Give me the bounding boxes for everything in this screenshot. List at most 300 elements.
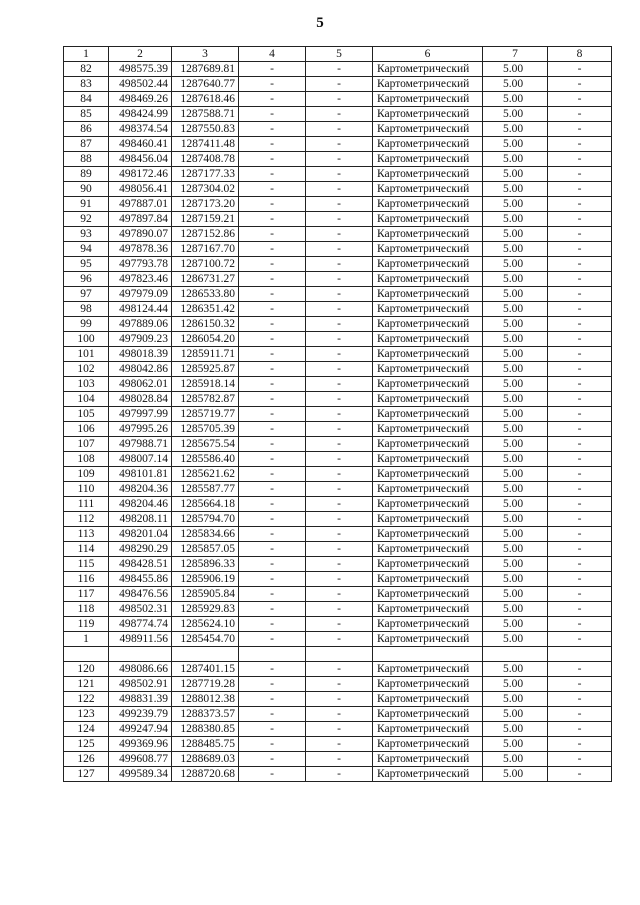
accuracy-cell: 5.00 <box>483 77 548 92</box>
y-coordinate-cell: 1285586.40 <box>172 452 239 467</box>
table-row <box>64 482 612 497</box>
y-coordinate-cell: 1287159.21 <box>172 212 239 227</box>
x-coordinate-cell: 498201.04 <box>109 527 172 542</box>
col4-cell: - <box>239 527 306 542</box>
method-cell: Картометрический <box>373 572 483 587</box>
y-coordinate-cell <box>172 647 239 662</box>
col8-cell: - <box>548 512 612 527</box>
col5-cell: - <box>306 632 373 647</box>
point-number-cell: 116 <box>64 572 109 587</box>
point-number-cell: 110 <box>64 482 109 497</box>
col5-cell: - <box>306 107 373 122</box>
col8-cell: - <box>548 542 612 557</box>
accuracy-cell: 5.00 <box>483 587 548 602</box>
col4-cell: - <box>239 692 306 707</box>
col5-cell: - <box>306 92 373 107</box>
col8-cell: - <box>548 227 612 242</box>
column-header: 2 <box>109 47 172 62</box>
point-number-cell: 96 <box>64 272 109 287</box>
point-number-cell: 87 <box>64 137 109 152</box>
table-row <box>64 617 612 632</box>
table-row <box>64 437 612 452</box>
method-cell: Картометрический <box>373 242 483 257</box>
accuracy-cell: 5.00 <box>483 527 548 542</box>
col5-cell: - <box>306 167 373 182</box>
col8-cell: - <box>548 467 612 482</box>
col8-cell: - <box>548 167 612 182</box>
col8-cell: - <box>548 587 612 602</box>
col8-cell: - <box>548 617 612 632</box>
x-coordinate-cell: 498502.31 <box>109 602 172 617</box>
col5-cell: - <box>306 62 373 77</box>
table-row <box>64 422 612 437</box>
col4-cell: - <box>239 572 306 587</box>
table-row <box>64 407 612 422</box>
col5-cell: - <box>306 362 373 377</box>
col8-cell: - <box>548 707 612 722</box>
y-coordinate-cell: 1285911.71 <box>172 347 239 362</box>
method-cell: Картометрический <box>373 422 483 437</box>
col5-cell: - <box>306 767 373 782</box>
col4-cell: - <box>239 332 306 347</box>
x-coordinate-cell: 498469.26 <box>109 92 172 107</box>
x-coordinate-cell: 498172.46 <box>109 167 172 182</box>
col4-cell <box>239 647 306 662</box>
point-number-cell: 107 <box>64 437 109 452</box>
col4-cell: - <box>239 77 306 92</box>
column-header: 7 <box>483 47 548 62</box>
method-cell: Картометрический <box>373 542 483 557</box>
col8-cell: - <box>548 497 612 512</box>
y-coordinate-cell: 1287618.46 <box>172 92 239 107</box>
accuracy-cell: 5.00 <box>483 452 548 467</box>
x-coordinate-cell: 497897.84 <box>109 212 172 227</box>
col8-cell: - <box>548 527 612 542</box>
accuracy-cell: 5.00 <box>483 737 548 752</box>
table-row <box>64 167 612 182</box>
col8-cell: - <box>548 722 612 737</box>
table-row <box>64 752 612 767</box>
col4-cell: - <box>239 722 306 737</box>
col8-cell: - <box>548 332 612 347</box>
point-number-cell: 122 <box>64 692 109 707</box>
col5-cell: - <box>306 482 373 497</box>
col5-cell: - <box>306 707 373 722</box>
y-coordinate-cell: 1285794.70 <box>172 512 239 527</box>
col8-cell: - <box>548 392 612 407</box>
accuracy-cell: 5.00 <box>483 362 548 377</box>
col4-cell: - <box>239 302 306 317</box>
method-cell: Картометрический <box>373 557 483 572</box>
point-number-cell: 117 <box>64 587 109 602</box>
y-coordinate-cell: 1285621.62 <box>172 467 239 482</box>
col8-cell: - <box>548 662 612 677</box>
method-cell: Картометрический <box>373 152 483 167</box>
col8-cell: - <box>548 317 612 332</box>
col5-cell: - <box>306 422 373 437</box>
x-coordinate-cell: 497823.46 <box>109 272 172 287</box>
point-number-cell: 97 <box>64 287 109 302</box>
col4-cell: - <box>239 197 306 212</box>
col5-cell: - <box>306 257 373 272</box>
col4-cell: - <box>239 587 306 602</box>
col4-cell: - <box>239 707 306 722</box>
x-coordinate-cell: 498476.56 <box>109 587 172 602</box>
point-number-cell: 120 <box>64 662 109 677</box>
method-cell: Картометрический <box>373 632 483 647</box>
table-row <box>64 677 612 692</box>
point-number-cell: 106 <box>64 422 109 437</box>
x-coordinate-cell: 498911.56 <box>109 632 172 647</box>
y-coordinate-cell: 1285705.39 <box>172 422 239 437</box>
method-cell: Картометрический <box>373 467 483 482</box>
method-cell: Картометрический <box>373 212 483 227</box>
col5-cell: - <box>306 347 373 362</box>
col4-cell: - <box>239 617 306 632</box>
accuracy-cell: 5.00 <box>483 197 548 212</box>
method-cell: Картометрический <box>373 62 483 77</box>
col8-cell: - <box>548 767 612 782</box>
col4-cell: - <box>239 227 306 242</box>
y-coordinate-cell: 1285906.19 <box>172 572 239 587</box>
y-coordinate-cell: 1288689.03 <box>172 752 239 767</box>
point-number-cell: 112 <box>64 512 109 527</box>
accuracy-cell: 5.00 <box>483 422 548 437</box>
x-coordinate-cell: 498086.66 <box>109 662 172 677</box>
col5-cell: - <box>306 662 373 677</box>
col5-cell: - <box>306 602 373 617</box>
table-row <box>64 317 612 332</box>
y-coordinate-cell: 1288485.75 <box>172 737 239 752</box>
x-coordinate-cell: 498455.86 <box>109 572 172 587</box>
col4-cell: - <box>239 152 306 167</box>
accuracy-cell: 5.00 <box>483 287 548 302</box>
accuracy-cell: 5.00 <box>483 602 548 617</box>
accuracy-cell: 5.00 <box>483 92 548 107</box>
column-header: 4 <box>239 47 306 62</box>
col4-cell: - <box>239 317 306 332</box>
col8-cell <box>548 647 612 662</box>
accuracy-cell: 5.00 <box>483 332 548 347</box>
col4-cell: - <box>239 422 306 437</box>
y-coordinate-cell: 1287401.15 <box>172 662 239 677</box>
col5-cell: - <box>306 452 373 467</box>
accuracy-cell: 5.00 <box>483 122 548 137</box>
accuracy-cell: 5.00 <box>483 437 548 452</box>
table-row <box>64 602 612 617</box>
col5-cell: - <box>306 242 373 257</box>
col8-cell: - <box>548 572 612 587</box>
point-number-cell: 101 <box>64 347 109 362</box>
col4-cell: - <box>239 437 306 452</box>
y-coordinate-cell: 1288720.68 <box>172 767 239 782</box>
method-cell: Картометрический <box>373 137 483 152</box>
point-number-cell: 105 <box>64 407 109 422</box>
col4-cell: - <box>239 272 306 287</box>
x-coordinate-cell: 498374.54 <box>109 122 172 137</box>
table-row <box>64 557 612 572</box>
col5-cell: - <box>306 197 373 212</box>
point-number-cell: 108 <box>64 452 109 467</box>
point-number-cell: 88 <box>64 152 109 167</box>
col8-cell: - <box>548 557 612 572</box>
method-cell: Картометрический <box>373 257 483 272</box>
accuracy-cell: 5.00 <box>483 227 548 242</box>
x-coordinate-cell: 498056.41 <box>109 182 172 197</box>
col5-cell: - <box>306 302 373 317</box>
column-header: 1 <box>64 47 109 62</box>
col5-cell: - <box>306 587 373 602</box>
point-number-cell: 82 <box>64 62 109 77</box>
x-coordinate-cell: 498018.39 <box>109 347 172 362</box>
col8-cell: - <box>548 377 612 392</box>
method-cell: Картометрический <box>373 527 483 542</box>
accuracy-cell: 5.00 <box>483 707 548 722</box>
col5-cell: - <box>306 467 373 482</box>
x-coordinate-cell: 497988.71 <box>109 437 172 452</box>
method-cell: Картометрический <box>373 587 483 602</box>
x-coordinate-cell: 497979.09 <box>109 287 172 302</box>
col5-cell: - <box>306 332 373 347</box>
table-row <box>64 227 612 242</box>
method-cell: Картометрический <box>373 122 483 137</box>
accuracy-cell: 5.00 <box>483 572 548 587</box>
col4-cell: - <box>239 92 306 107</box>
method-cell: Картометрический <box>373 692 483 707</box>
x-coordinate-cell: 498774.74 <box>109 617 172 632</box>
col5-cell: - <box>306 182 373 197</box>
col8-cell: - <box>548 482 612 497</box>
method-cell: Картометрический <box>373 602 483 617</box>
col5-cell: - <box>306 617 373 632</box>
x-coordinate-cell: 498456.04 <box>109 152 172 167</box>
point-number-cell: 127 <box>64 767 109 782</box>
col8-cell: - <box>548 302 612 317</box>
point-number-cell: 1 <box>64 632 109 647</box>
col4-cell: - <box>239 107 306 122</box>
col5-cell: - <box>306 497 373 512</box>
col5-cell: - <box>306 272 373 287</box>
x-coordinate-cell: 497995.26 <box>109 422 172 437</box>
col5-cell: - <box>306 512 373 527</box>
point-number-cell: 114 <box>64 542 109 557</box>
col5-cell: - <box>306 677 373 692</box>
col8-cell: - <box>548 242 612 257</box>
y-coordinate-cell: 1288373.57 <box>172 707 239 722</box>
col4-cell: - <box>239 242 306 257</box>
method-cell: Картометрический <box>373 752 483 767</box>
method-cell: Картометрический <box>373 182 483 197</box>
table-row <box>64 392 612 407</box>
x-coordinate-cell: 499589.34 <box>109 767 172 782</box>
method-cell: Картометрический <box>373 77 483 92</box>
table-row <box>64 302 612 317</box>
x-coordinate-cell: 498204.36 <box>109 482 172 497</box>
col8-cell: - <box>548 677 612 692</box>
col4-cell: - <box>239 467 306 482</box>
accuracy-cell: 5.00 <box>483 512 548 527</box>
x-coordinate-cell: 498428.51 <box>109 557 172 572</box>
point-number-cell: 121 <box>64 677 109 692</box>
col4-cell: - <box>239 257 306 272</box>
col5-cell: - <box>306 692 373 707</box>
method-cell: Картометрический <box>373 317 483 332</box>
col4-cell: - <box>239 632 306 647</box>
point-number-cell: 92 <box>64 212 109 227</box>
method-cell: Картометрический <box>373 287 483 302</box>
col5-cell: - <box>306 212 373 227</box>
col4-cell: - <box>239 212 306 227</box>
method-cell: Картометрический <box>373 617 483 632</box>
col4-cell: - <box>239 737 306 752</box>
point-number-cell: 115 <box>64 557 109 572</box>
y-coordinate-cell: 1286533.80 <box>172 287 239 302</box>
table-row <box>64 122 612 137</box>
method-cell: Картометрический <box>373 377 483 392</box>
col4-cell: - <box>239 137 306 152</box>
y-coordinate-cell: 1285925.87 <box>172 362 239 377</box>
point-number-cell: 104 <box>64 392 109 407</box>
col5-cell: - <box>306 377 373 392</box>
col5-cell: - <box>306 77 373 92</box>
col8-cell: - <box>548 632 612 647</box>
table-row <box>64 707 612 722</box>
y-coordinate-cell: 1285896.33 <box>172 557 239 572</box>
x-coordinate-cell: 497889.06 <box>109 317 172 332</box>
y-coordinate-cell: 1286731.27 <box>172 272 239 287</box>
col8-cell: - <box>548 272 612 287</box>
point-number-cell: 109 <box>64 467 109 482</box>
col4-cell: - <box>239 767 306 782</box>
col8-cell: - <box>548 92 612 107</box>
col8-cell: - <box>548 182 612 197</box>
col4-cell: - <box>239 482 306 497</box>
col8-cell: - <box>548 347 612 362</box>
method-cell: Картометрический <box>373 197 483 212</box>
col8-cell: - <box>548 77 612 92</box>
method-cell: Картометрический <box>373 482 483 497</box>
x-coordinate-cell: 498575.39 <box>109 62 172 77</box>
table-row <box>64 662 612 677</box>
x-coordinate-cell: 498007.14 <box>109 452 172 467</box>
point-number-cell: 102 <box>64 362 109 377</box>
method-cell: Картометрический <box>373 107 483 122</box>
x-coordinate-cell: 498101.81 <box>109 467 172 482</box>
y-coordinate-cell: 1285782.87 <box>172 392 239 407</box>
y-coordinate-cell: 1287689.81 <box>172 62 239 77</box>
point-number-cell: 100 <box>64 332 109 347</box>
page-number: 5 <box>316 15 324 31</box>
col4-cell: - <box>239 677 306 692</box>
accuracy-cell: 5.00 <box>483 557 548 572</box>
col5-cell: - <box>306 137 373 152</box>
accuracy-cell: 5.00 <box>483 302 548 317</box>
table-row <box>64 587 612 602</box>
col4-cell: - <box>239 392 306 407</box>
method-cell: Картометрический <box>373 767 483 782</box>
method-cell: Картометрический <box>373 707 483 722</box>
col5-cell: - <box>306 737 373 752</box>
col5-cell: - <box>306 317 373 332</box>
accuracy-cell: 5.00 <box>483 767 548 782</box>
point-number-cell: 95 <box>64 257 109 272</box>
table-row <box>64 272 612 287</box>
point-number-cell: 126 <box>64 752 109 767</box>
y-coordinate-cell: 1285929.83 <box>172 602 239 617</box>
col8-cell: - <box>548 62 612 77</box>
x-coordinate-cell: 498831.39 <box>109 692 172 707</box>
col4-cell: - <box>239 512 306 527</box>
col5-cell: - <box>306 542 373 557</box>
method-cell: Картометрический <box>373 302 483 317</box>
table-row <box>64 287 612 302</box>
table-row <box>64 572 612 587</box>
x-coordinate-cell: 499369.96 <box>109 737 172 752</box>
method-cell: Картометрический <box>373 227 483 242</box>
accuracy-cell: 5.00 <box>483 662 548 677</box>
accuracy-cell: 5.00 <box>483 152 548 167</box>
y-coordinate-cell: 1287304.02 <box>172 182 239 197</box>
point-number-cell: 123 <box>64 707 109 722</box>
x-coordinate-cell: 499239.79 <box>109 707 172 722</box>
table-row <box>64 152 612 167</box>
table-row <box>64 137 612 152</box>
method-cell: Картометрический <box>373 362 483 377</box>
y-coordinate-cell: 1285834.66 <box>172 527 239 542</box>
col5-cell: - <box>306 152 373 167</box>
point-number-cell: 98 <box>64 302 109 317</box>
col8-cell: - <box>548 692 612 707</box>
column-header: 5 <box>306 47 373 62</box>
method-cell: Картометрический <box>373 167 483 182</box>
point-number-cell: 119 <box>64 617 109 632</box>
col5-cell: - <box>306 722 373 737</box>
table-row <box>64 92 612 107</box>
point-number-cell: 86 <box>64 122 109 137</box>
accuracy-cell: 5.00 <box>483 272 548 287</box>
col4-cell: - <box>239 557 306 572</box>
point-number-cell: 91 <box>64 197 109 212</box>
x-coordinate-cell: 497793.78 <box>109 257 172 272</box>
table-row <box>64 647 612 662</box>
col8-cell: - <box>548 452 612 467</box>
table-row <box>64 692 612 707</box>
col4-cell: - <box>239 602 306 617</box>
table-row <box>64 212 612 227</box>
point-number-cell: 94 <box>64 242 109 257</box>
col5-cell: - <box>306 287 373 302</box>
method-cell: Картометрический <box>373 407 483 422</box>
method-cell: Картометрический <box>373 662 483 677</box>
y-coordinate-cell: 1285454.70 <box>172 632 239 647</box>
col8-cell: - <box>548 212 612 227</box>
column-header: 8 <box>548 47 612 62</box>
y-coordinate-cell: 1285857.05 <box>172 542 239 557</box>
y-coordinate-cell: 1286351.42 <box>172 302 239 317</box>
y-coordinate-cell: 1287173.20 <box>172 197 239 212</box>
table-row <box>64 527 612 542</box>
accuracy-cell: 5.00 <box>483 107 548 122</box>
method-cell: Картометрический <box>373 332 483 347</box>
method-cell: Картометрический <box>373 437 483 452</box>
table-row <box>64 452 612 467</box>
accuracy-cell: 5.00 <box>483 467 548 482</box>
y-coordinate-cell: 1287411.48 <box>172 137 239 152</box>
method-cell: Картометрический <box>373 512 483 527</box>
table-row <box>64 497 612 512</box>
col4-cell: - <box>239 182 306 197</box>
col4-cell: - <box>239 407 306 422</box>
